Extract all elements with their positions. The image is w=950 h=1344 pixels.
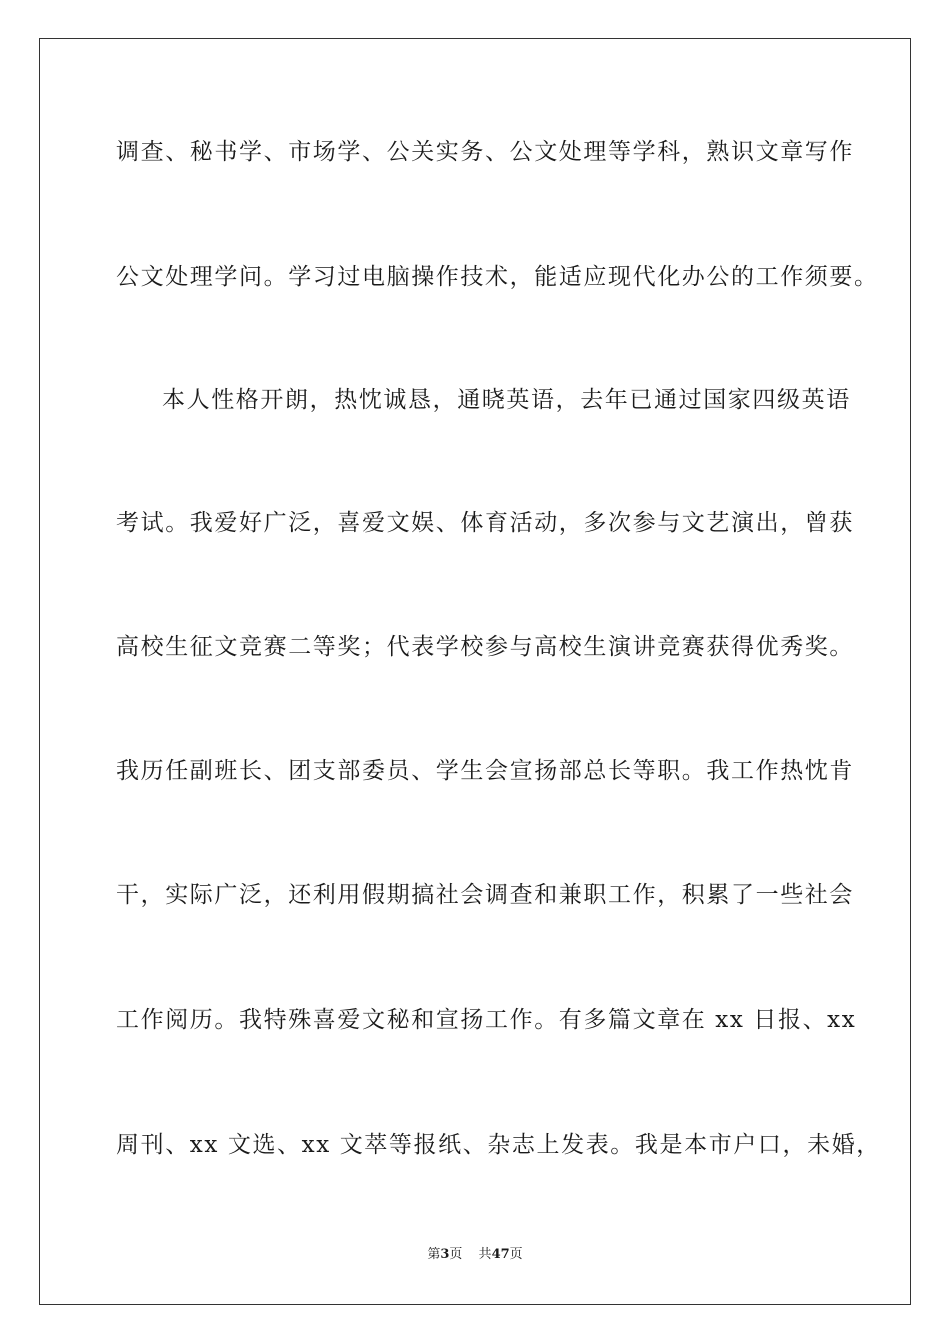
text-line: 考试。我爱好广泛，喜爱文娱、体育活动，多次参与文艺演出，曾获 [116,510,854,536]
total-indicator [479,1247,523,1262]
text-line: 调查、秘书学、市场学、公关实务、公文处理等学科，熟识文章写作 [116,139,854,165]
text-line: 工作阅历。我特殊喜爱文秘和宣扬工作。有多篇文章在 xx 日报、xx [116,1007,857,1033]
page-prefix: 第 [427,1247,441,1262]
text-line: 本人性格开朗，热忱诚恳，通晓英语，去年已通过国家四级英语 [162,387,851,413]
total-suffix: 页 [509,1247,523,1262]
page-border [39,38,911,1305]
page-suffix: 页 [449,1247,463,1262]
page-footer [0,1247,950,1263]
text-line: 周刊、xx 文选、xx 文萃等报纸、杂志上发表。我是本市户口，未婚， [116,1132,881,1158]
page-number: 3 [440,1247,450,1262]
text-line: 干，实际广泛，还利用假期搞社会调查和兼职工作，积累了一些社会 [116,882,854,908]
total-prefix: 共 [478,1247,492,1262]
total-pages: 47 [491,1247,510,1262]
text-line: 公文处理学问。学习过电脑操作技术，能适应现代化办公的工作须要。 [116,264,879,290]
page-indicator [427,1247,462,1262]
text-line: 高校生征文竞赛二等奖；代表学校参与高校生演讲竞赛获得优秀奖。 [116,634,854,660]
text-line: 我历任副班长、团支部委员、学生会宣扬部总长等职。我工作热忱肯 [116,758,854,784]
